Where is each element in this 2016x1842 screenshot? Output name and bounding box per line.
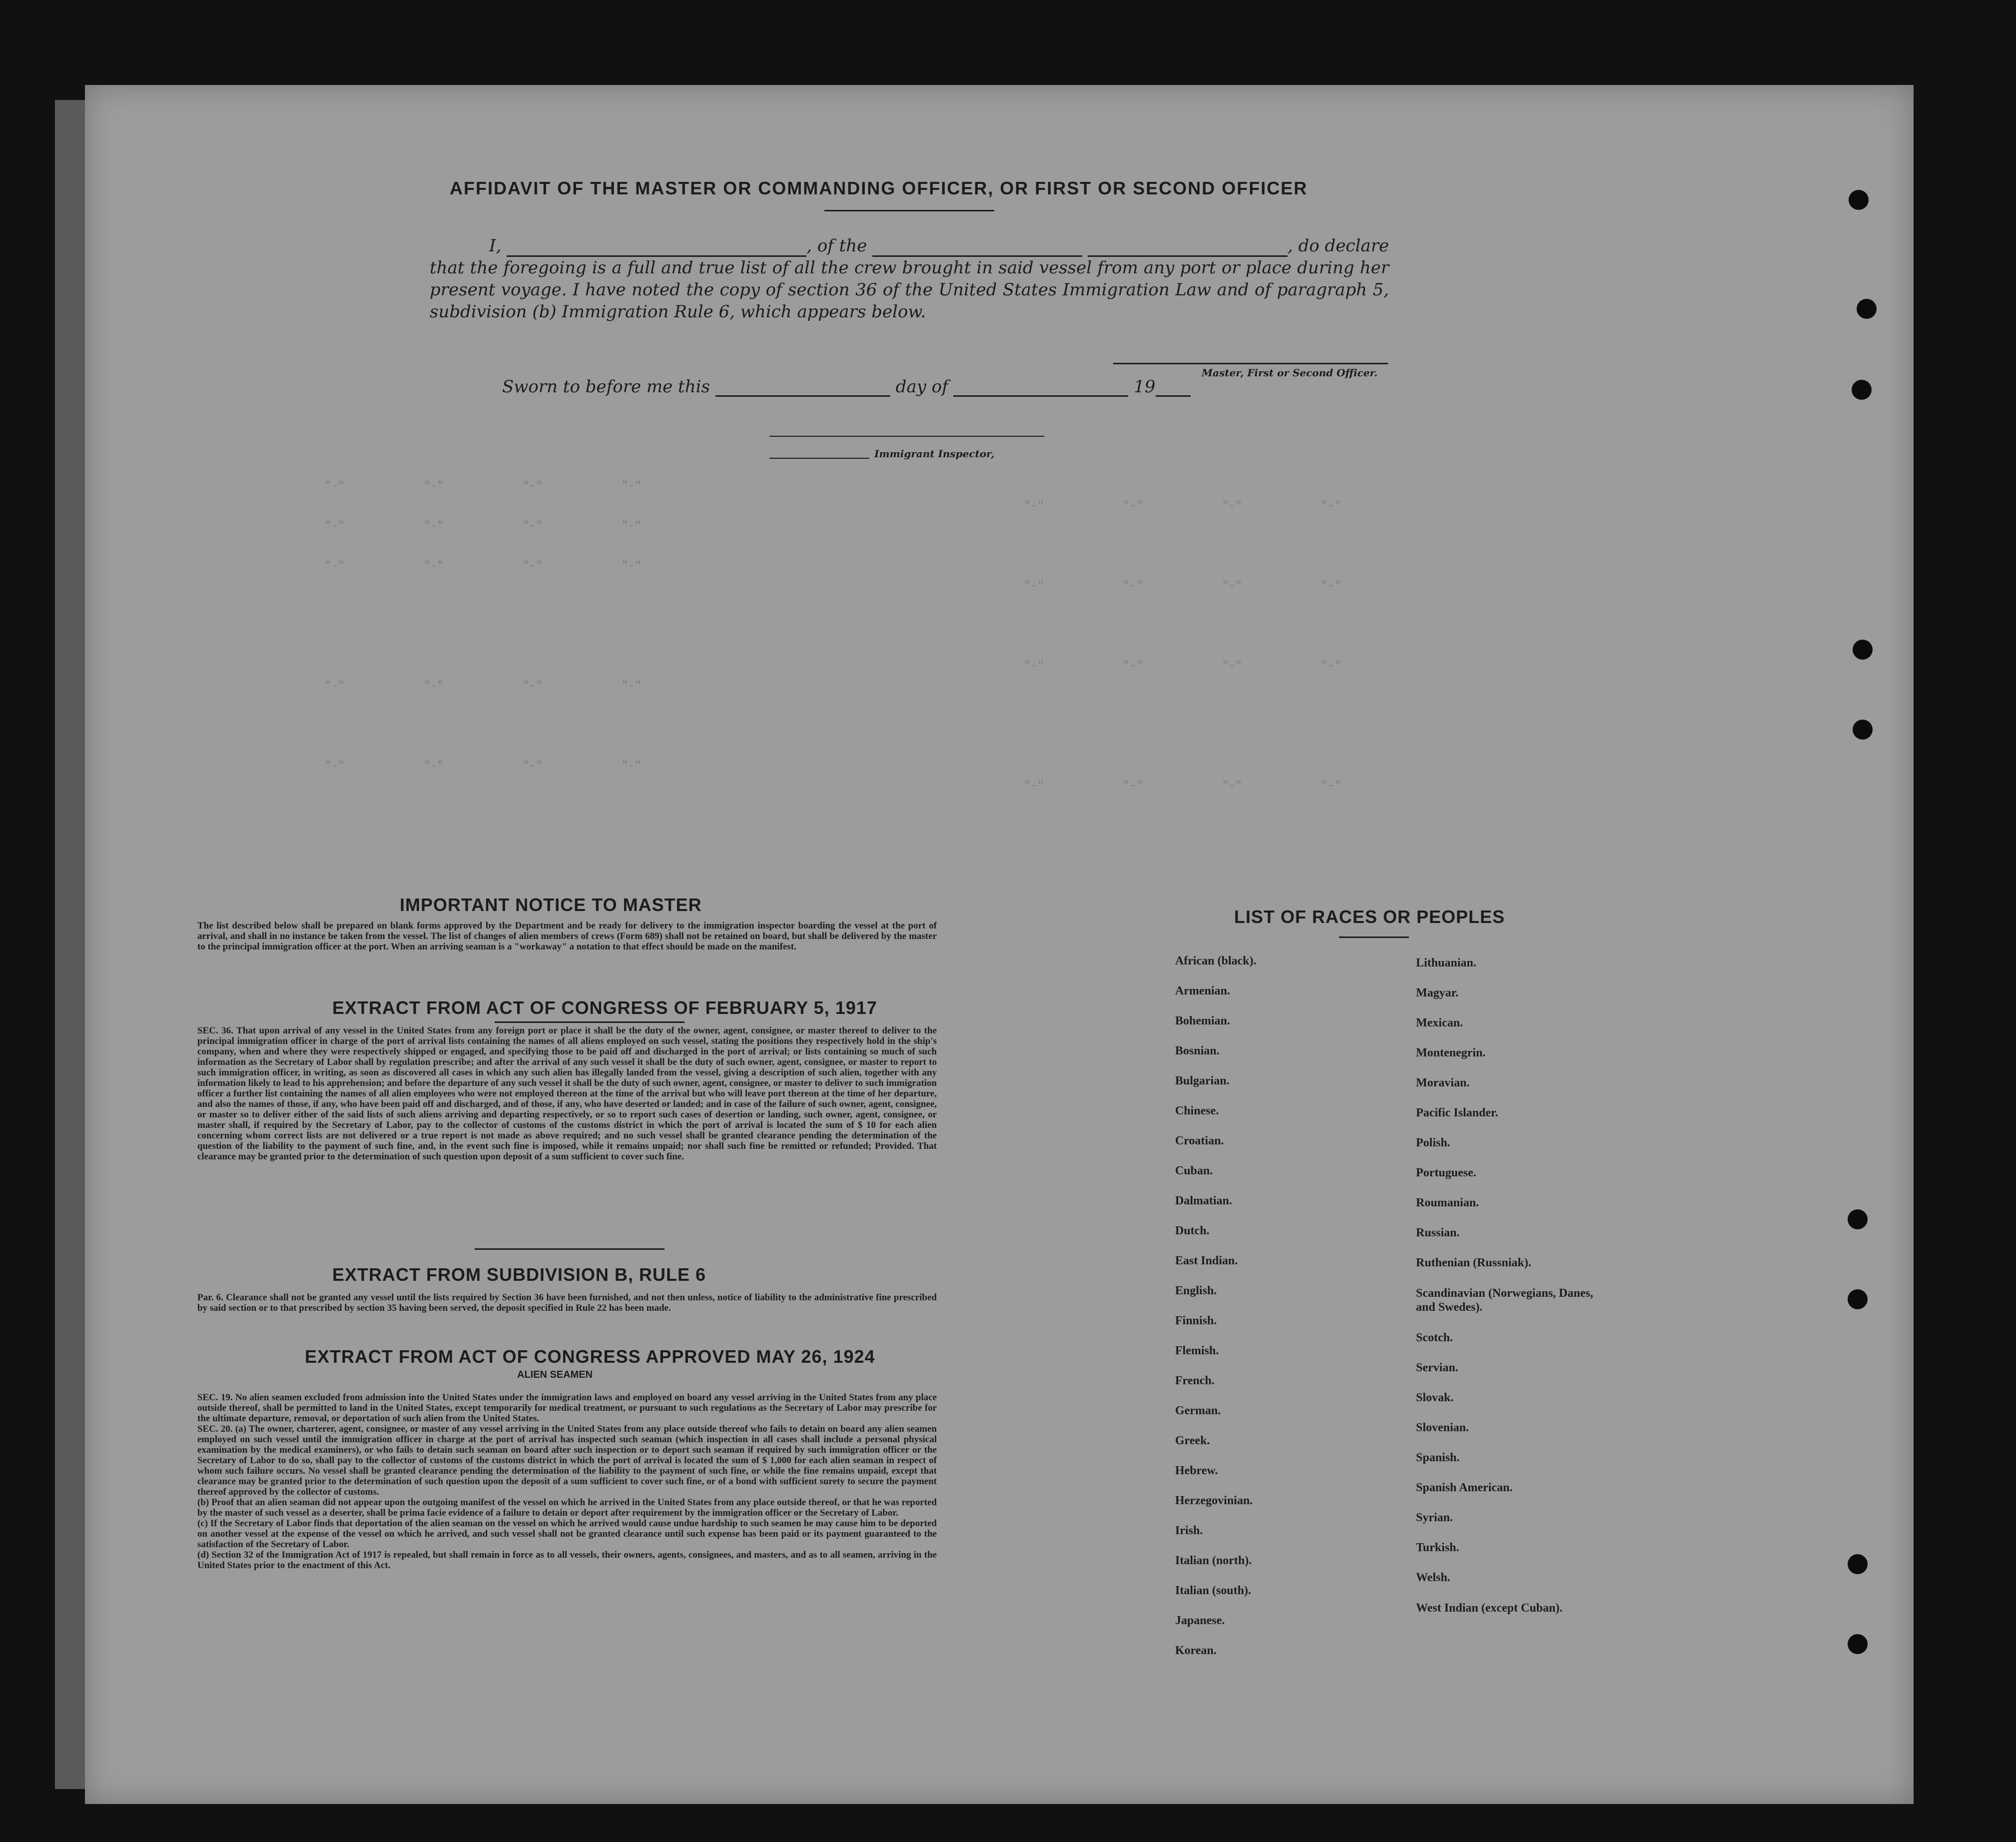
race-item: Scotch. bbox=[1416, 1331, 1453, 1344]
race-item: Slovak. bbox=[1416, 1391, 1454, 1404]
race-item: Turkish. bbox=[1416, 1541, 1459, 1554]
binder-hole bbox=[1848, 1209, 1868, 1229]
inspector-signature-line[interactable] bbox=[769, 458, 869, 459]
race-item: Herzegovinian. bbox=[1175, 1494, 1253, 1507]
act-1924-paragraph: (c) If the Secretary of Labor finds that deportation of the alien seaman on the vessel on which he arrived would cause undue hardship to such seamen he may cause him to be deported on another vessel at the expense of the vessel on which he arrived, and such vessel shall not be granted clearance until such expense has been paid or its payment guaranteed to the satisfaction of the Secretary of Labor. bbox=[197, 1518, 937, 1550]
race-item: Chinese. bbox=[1175, 1104, 1219, 1117]
affidavit-statement: that the foregoing is a full and true list of all the crew brought in said vessel from any port or place during her present voyage. I have noted the copy of section 36 of the United States Immigration Law and of paragraph 5, subdivision (b) Immigration Rule 6, which appears below. bbox=[430, 258, 1389, 322]
act-1924-paragraph: (b) Proof that an alien seaman did not appear upon the outgoing manifest of the vessel on which he arrived in the United States from any place outside thereof, or that he was reported by the master of such vessel as a deserter, shall be prima facie evidence of a failure to detain or deport after requirement by the immigration officer or the Secretary of Labor. bbox=[197, 1497, 937, 1518]
act-1917-title: EXTRACT FROM ACT OF CONGRESS OF FEBRUARY 5, 1917 bbox=[332, 997, 877, 1018]
vessel-name-field-2[interactable] bbox=[1088, 237, 1288, 257]
inspector-line-upper bbox=[769, 436, 1044, 437]
race-item: German. bbox=[1175, 1404, 1221, 1417]
race-item: Hebrew. bbox=[1175, 1464, 1218, 1477]
race-item: Mexican. bbox=[1416, 1016, 1463, 1029]
title-underline bbox=[824, 210, 994, 211]
act-1924-paragraph: (d) Section 32 of the Immigration Act of 1917 is repealed, but shall remain in force as to all vessels, their owners, agents, consignees, and masters, and as to all seamen, arriving in the United States prior to the enactment of this Act. bbox=[197, 1550, 937, 1571]
act-1924-subtitle: ALIEN SEAMEN bbox=[517, 1369, 593, 1380]
race-item: French. bbox=[1175, 1374, 1215, 1387]
sworn-label: Sworn to before me this bbox=[502, 377, 710, 397]
paper-edge bbox=[55, 100, 85, 1789]
race-item: Irish. bbox=[1175, 1524, 1203, 1537]
race-item: Scandinavian (Norwegians, Danes, and Swedes). bbox=[1416, 1287, 1593, 1314]
race-item: Dalmatian. bbox=[1175, 1194, 1232, 1207]
act-1917-underline bbox=[495, 1021, 684, 1023]
race-item: Syrian. bbox=[1416, 1511, 1453, 1524]
inspector-label: Immigrant Inspector, bbox=[874, 448, 995, 460]
race-item: Spanish. bbox=[1416, 1451, 1460, 1464]
race-item: Pacific Islander. bbox=[1416, 1106, 1498, 1119]
race-item: Italian (south). bbox=[1175, 1584, 1252, 1597]
binder-hole bbox=[1849, 190, 1869, 210]
race-item: Slovenian. bbox=[1416, 1421, 1469, 1434]
race-item: Bohemian. bbox=[1175, 1014, 1231, 1027]
act-1924-paragraph: SEC. 20. (a) The owner, charterer, agent, consignee, or master of any vessel arriving in the United States from any place outside thereof who fails to detain on board any alien seamen employed on such vessel until the immigration officer in charge at the port of arrival has inspected such seaman (which inspection in all cases shall include a personal physical examination by the medical examiners), or who fails to detain such seaman on board after such inspection or to deport such seaman if required by such immigration officer or the Secretary of Labor to do so, shall pay to the collector of customs of the customs district in which the port of arrival is located the sum of $ 1,000 for each alien seaman in respect of whom such failure occurs. No vessel shall be granted clearance pending the determination of the liability to the payment of such fine, or while the fine remains unpaid, except that clearance may be granted prior to the determination of such question upon the deposit of a sum sufficient to cover such fine, or of a bond with sufficient surety to secure the payment thereof approved by the collector of customs. bbox=[197, 1424, 937, 1497]
sworn-line bbox=[502, 377, 1191, 397]
race-item: Russian. bbox=[1416, 1226, 1460, 1239]
race-item: East Indian. bbox=[1175, 1254, 1238, 1267]
sworn-year-field[interactable] bbox=[1156, 377, 1191, 397]
affidavit-body bbox=[430, 235, 1389, 323]
race-item: Dutch. bbox=[1175, 1224, 1210, 1237]
act-1924-title: EXTRACT FROM ACT OF CONGRESS APPROVED MAY 26, 1924 bbox=[305, 1346, 875, 1367]
affidavit-title: AFFIDAVIT OF THE MASTER OR COMMANDING OFFICER, OR FIRST OR SECOND OFFICER bbox=[450, 178, 1308, 198]
signature-label: Master, First or Second Officer. bbox=[1202, 367, 1378, 379]
races-left-column bbox=[1175, 954, 1257, 1674]
binder-hole bbox=[1848, 1634, 1868, 1654]
race-item: Japanese. bbox=[1175, 1614, 1225, 1627]
act-1924-paragraph: SEC. 19. No alien seamen excluded from admission into the United States under the immigration laws and employed on board any vessel arriving in the United States from any place outside thereof, shall be permitted to land in the United States, except temporarily for medical treatment, or pursuant to such regulations as the Secretary of Labor may prescribe for the ultimate departure, removal, or deportation of such alien from the United States. bbox=[197, 1392, 937, 1424]
notice-title: IMPORTANT NOTICE TO MASTER bbox=[400, 895, 702, 915]
race-item: Greek. bbox=[1175, 1434, 1210, 1447]
binder-hole bbox=[1852, 380, 1872, 400]
binder-hole bbox=[1848, 1289, 1868, 1309]
sworn-month-field[interactable] bbox=[953, 377, 1128, 397]
race-item: Finnish. bbox=[1175, 1314, 1217, 1327]
race-item: Ruthenian (Russniak). bbox=[1416, 1256, 1531, 1269]
race-item: African (black). bbox=[1175, 954, 1257, 967]
race-item: English. bbox=[1175, 1284, 1217, 1297]
race-item: Magyar. bbox=[1416, 986, 1459, 999]
race-item: Bulgarian. bbox=[1175, 1074, 1230, 1087]
races-underline bbox=[1339, 936, 1409, 938]
race-item: Portuguese. bbox=[1416, 1166, 1476, 1179]
binder-hole bbox=[1848, 1554, 1868, 1574]
signature-line[interactable] bbox=[1113, 363, 1388, 364]
day-of-label: day of bbox=[895, 377, 948, 397]
race-item: Flemish. bbox=[1175, 1344, 1219, 1357]
rule-6-rule bbox=[475, 1248, 665, 1250]
race-item: Korean. bbox=[1175, 1644, 1217, 1657]
year-label: 19 bbox=[1134, 377, 1156, 397]
vessel-name-field[interactable] bbox=[872, 237, 1082, 257]
race-item: Spanish American. bbox=[1416, 1481, 1513, 1494]
notice-text: The list described below shall be prepared on blank forms approved by the Department and be ready for delivery to the immigration inspector boarding the vessel at the port of arrival, and shall in no instance be taken from the vessel. The list of changes of alien members of crews (Form 689) shall not be retained on board, but shall be delivered by the master to the principal immigration officer at the port. When an arriving seaman is a "workaway" a notation to that effect should be made on the manifest. bbox=[197, 921, 937, 952]
race-item: Cuban. bbox=[1175, 1164, 1213, 1177]
rule-6-text: Par. 6. Clearance shall not be granted any vessel until the lists required by Section 36 have been furnished, and not then unless, notice of liability to the administrative fine prescribed by said section or to that prescribed by section 35 having been served, the deposit specified in Rule 22 has been made. bbox=[197, 1292, 937, 1313]
act-1924-text bbox=[197, 1392, 937, 1571]
bleed-through-marks: "-" "-" "-" "-" "-" "-" "-" "-" "-" "-" "-" "-" "-" "-" "-" "-" "-" "-" "-" "-" "-" "-" "-" "-" "-" "-" "-" "-" "-" "-" "-" "-" "-" "-" "-" "-" bbox=[325, 480, 1341, 792]
do-declare-label: , do declare bbox=[1287, 236, 1389, 256]
race-item: Welsh. bbox=[1416, 1571, 1450, 1584]
race-item: Montenegrin. bbox=[1416, 1046, 1486, 1059]
races-right-column bbox=[1416, 956, 1596, 1631]
races-title: LIST OF RACES OR PEOPLES bbox=[1234, 907, 1505, 927]
of-the-label: , of the bbox=[806, 236, 867, 256]
race-item: Armenian. bbox=[1175, 984, 1230, 997]
act-1917-text: SEC. 36. That upon arrival of any vessel in the United States from any foreign port or place it shall be the duty of the owner, agent, consignee, or master thereof to deliver to the principal immigration officer in charge of the port of arrival lists containing the names of all aliens employed on such vessel, stating the positions they respectively hold in the ship's company, when and where they were respectively shipped or engaged, and specifying those to be paid off and discharged in the port of arrival; or lists containing so much of such information as the Secretary of Labor shall by regulation prescribe; and after the arrival of any such vessel it shall be the duty of such owner, agent, consignee, or master to report to such immigration officer, in writing, as soon as discovered all cases in which any such alien has illegally landed from the vessel, giving a description of such alien, together with any information likely to lead to his apprehension; and before the departure of any such vessel it shall be the duty of such owner, agent, consignee, or master to deliver to such immigration officer a further list containing the names of all alien employees who were not employed thereon at the time of the arrival but who will leave port thereon at the time of her departure, and also the names of those, if any, who have been paid off and discharged, and of those, if any, who have deserted or landed; and in case of the failure of such owner, agent, consignee, or master so to deliver either of the said lists of such aliens arriving and departing respectively, or so to report such cases of desertion or landing, such owner, agent, consignee, or master shall, if required by the Secretary of Labor, pay to the collector of customs of the customs district in which the port of arrival is located the sum of $ 10 for each alien concerning whom correct lists are not delivered or a true report is not made as above required; and no such vessel shall be granted clearance pending the determination of the question of the liability to the payment of such fine, and, in the event such fine is imposed, while it remains unpaid; nor shall such fine be remitted or refunded; Provided. That clearance may be granted prior to the determination of such question upon deposit of a sum sufficient to cover such fine. bbox=[197, 1025, 937, 1162]
race-item: Servian. bbox=[1416, 1361, 1458, 1374]
race-item: Italian (north). bbox=[1175, 1554, 1252, 1567]
race-item: Bosnian. bbox=[1175, 1044, 1220, 1057]
sworn-day-field[interactable] bbox=[715, 377, 890, 397]
race-item: Lithuanian. bbox=[1416, 956, 1476, 969]
rule-6-title: EXTRACT FROM SUBDIVISION B, RULE 6 bbox=[332, 1264, 706, 1285]
i-label: I, bbox=[489, 236, 502, 256]
race-item: Roumanian. bbox=[1416, 1196, 1479, 1209]
binder-hole bbox=[1857, 299, 1877, 319]
race-item: Croatian. bbox=[1175, 1134, 1224, 1147]
race-item: Polish. bbox=[1416, 1136, 1450, 1149]
race-item: West Indian (except Cuban). bbox=[1416, 1602, 1563, 1615]
master-name-field[interactable] bbox=[507, 237, 806, 257]
race-item: Moravian. bbox=[1416, 1076, 1470, 1089]
